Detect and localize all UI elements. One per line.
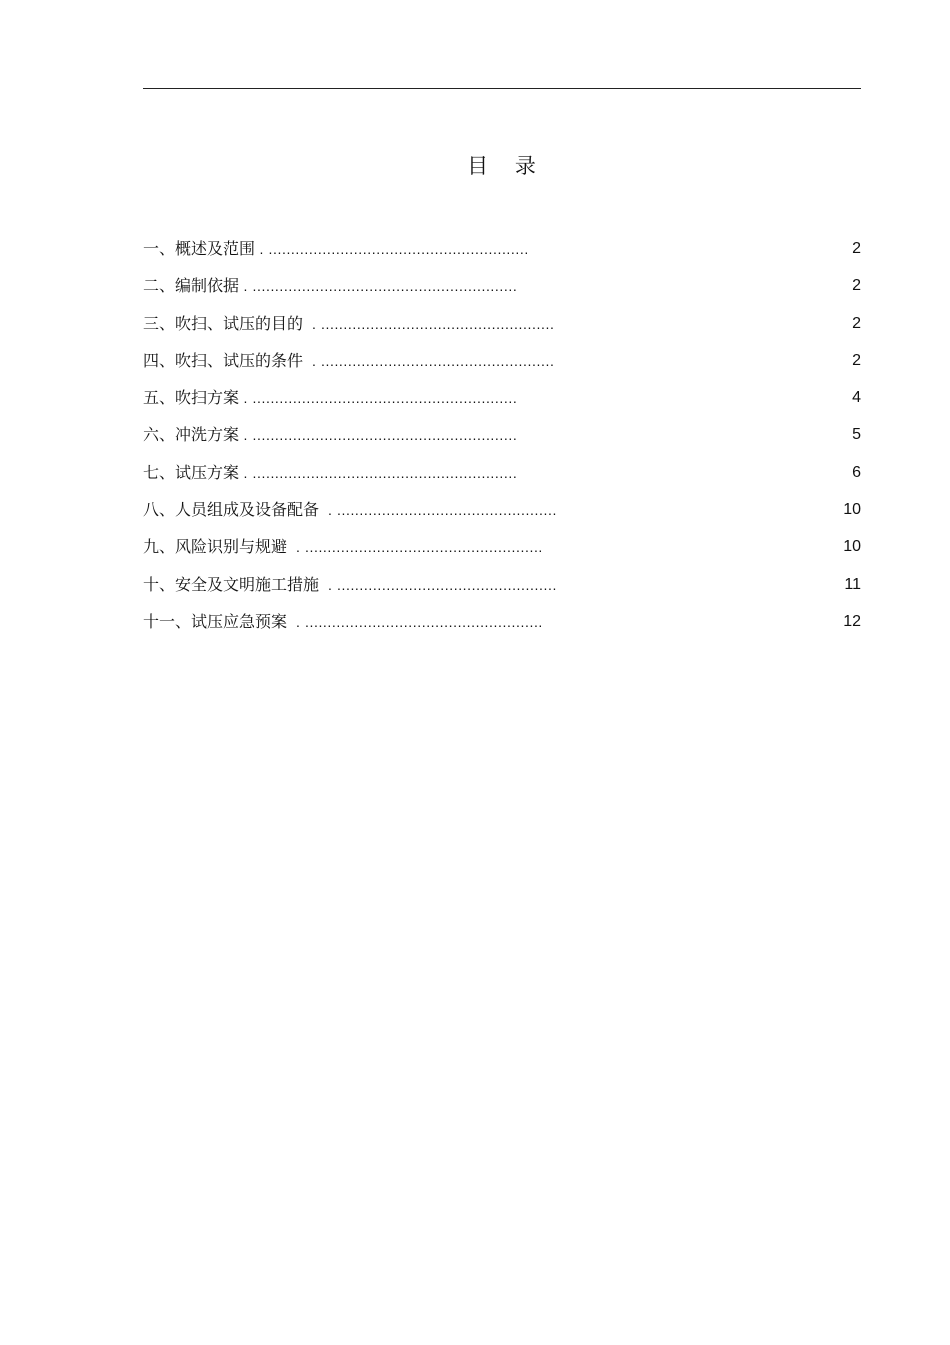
toc-entry[interactable] [143, 572, 861, 609]
toc-entry-label: 九、风险识别与规避 [143, 537, 288, 557]
toc-entry[interactable] [143, 311, 861, 348]
toc-leader: . ................................................. [319, 502, 557, 519]
toc-page-number: 10 [843, 538, 861, 556]
toc-page-number: 4 [852, 389, 861, 407]
toc-leader: . ........................................................... [239, 427, 518, 444]
toc-entry[interactable] [143, 348, 861, 385]
toc-leader: . ..................................................... [287, 613, 543, 630]
toc-page-number: 12 [843, 612, 861, 630]
toc-entry-label: 八、人员组成及设备配备 [143, 500, 320, 520]
toc-entry-label: 一、概述及范围 [143, 239, 256, 258]
toc-leader: . ........................................................... [239, 464, 518, 481]
toc-leader: . .................................................... [303, 352, 555, 369]
toc-leader: . ..................................................... [287, 539, 543, 556]
toc-page-number: 6 [852, 463, 861, 481]
toc-entry[interactable] [143, 609, 861, 646]
toc-entry-label: 七、试压方案 [143, 462, 240, 482]
toc-entry[interactable] [143, 422, 861, 459]
toc-leader: . ........................................................... [239, 390, 518, 407]
toc-page-number: 10 [843, 501, 861, 519]
toc-page-number: 2 [852, 277, 861, 295]
toc-list [143, 236, 861, 646]
toc-entry[interactable] [143, 273, 861, 310]
toc-entry-label: 三、吹扫、试压的目的 [143, 313, 304, 333]
toc-entry[interactable] [143, 236, 861, 273]
toc-entry-label: 五、吹扫方案 [143, 388, 240, 408]
toc-leader: . .......................................................... [255, 241, 529, 257]
toc-page-number: 11 [844, 575, 861, 593]
toc-entry[interactable] [143, 385, 861, 422]
header-rule [143, 88, 861, 89]
toc-entry[interactable] [143, 534, 861, 571]
toc-entry-label: 四、吹扫、试压的条件 [143, 350, 304, 370]
toc-page-number: 2 [852, 351, 861, 369]
toc-entry[interactable] [143, 460, 861, 497]
toc-entry[interactable] [143, 497, 861, 534]
toc-entry-label: 六、冲洗方案 [143, 425, 240, 445]
toc-entry-label: 十、安全及文明施工措施 [143, 574, 320, 594]
toc-leader: . ........................................................... [239, 278, 518, 295]
toc-leader: . ................................................. [319, 576, 557, 593]
toc-page-number: 2 [852, 240, 861, 257]
toc-entry-label: 二、编制依据 [143, 276, 240, 296]
toc-leader: . .................................................... [303, 315, 555, 332]
toc-title: 目 录 [467, 154, 536, 178]
toc-page-number: 2 [852, 314, 861, 332]
toc-entry-label: 十一、试压应急预案 [143, 611, 288, 631]
toc-page-number: 5 [852, 426, 861, 444]
